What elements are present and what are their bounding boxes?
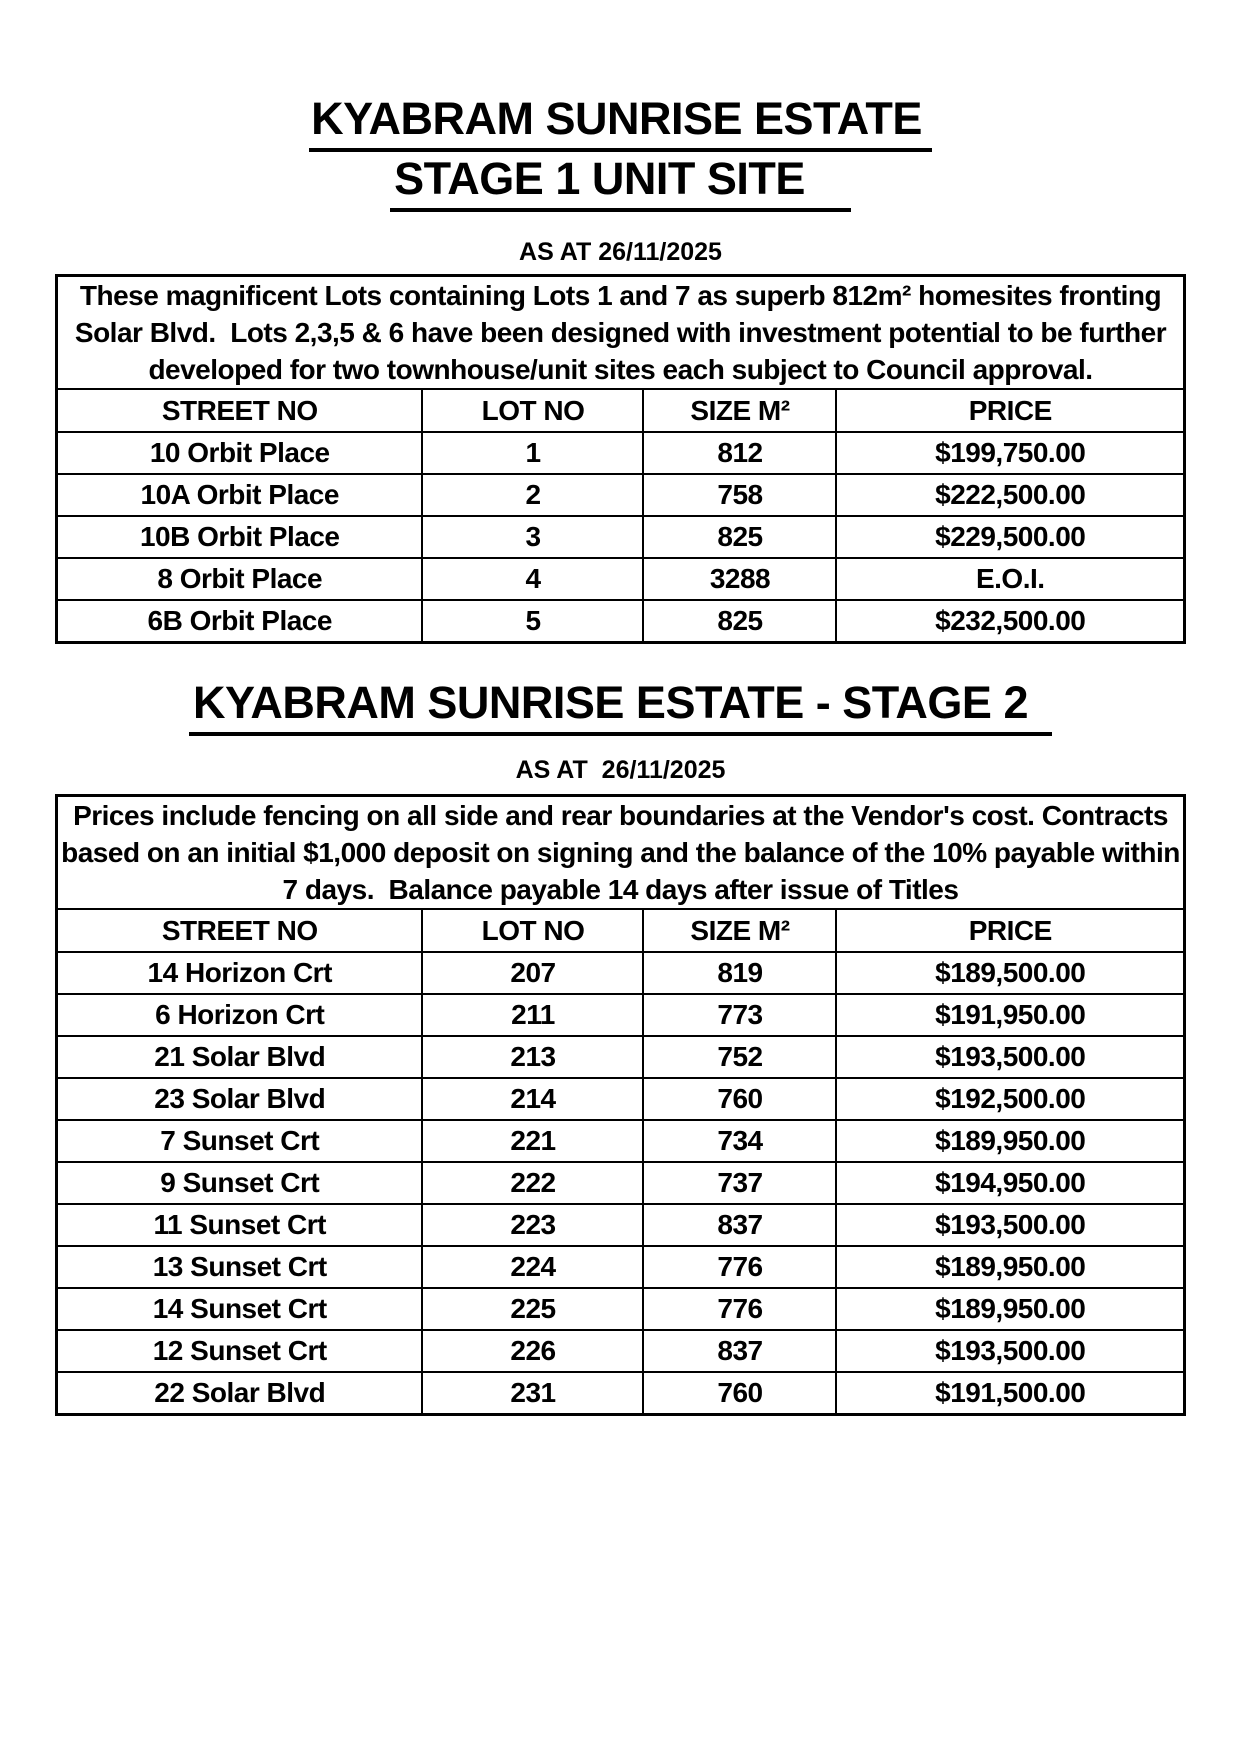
table-row — [56, 474, 1184, 516]
stage2-table-header-row — [56, 909, 1184, 952]
cell-price: $222,500.00 — [836, 474, 1184, 516]
cell-street: 7 Sunset Crt — [56, 1120, 422, 1162]
cell-lot: 213 — [422, 1036, 643, 1078]
stage1-description: These magnificent Lots containing Lots 1 and 7 as superb 812m² homesites fronting Solar Blvd. Lots 2,3,5 & 6 have been designed with investment potential to be further developed for two townhouse/unit sites each subject to Council approval. — [56, 276, 1184, 390]
cell-size: 837 — [643, 1330, 836, 1372]
cell-street: 10B Orbit Place — [56, 516, 422, 558]
cell-lot: 223 — [422, 1204, 643, 1246]
cell-street: 10 Orbit Place — [56, 432, 422, 474]
cell-price: $189,500.00 — [836, 952, 1184, 994]
column-header-price: PRICE — [836, 909, 1184, 952]
cell-lot: 222 — [422, 1162, 643, 1204]
stage1-table-header-row — [56, 389, 1184, 432]
cell-lot: 224 — [422, 1246, 643, 1288]
cell-street: 13 Sunset Crt — [56, 1246, 422, 1288]
cell-street: 10A Orbit Place — [56, 474, 422, 516]
cell-street: 22 Solar Blvd — [56, 1372, 422, 1415]
cell-size: 837 — [643, 1204, 836, 1246]
cell-lot: 1 — [422, 432, 643, 474]
column-header-lot-no: LOT NO — [422, 909, 643, 952]
table-row — [56, 516, 1184, 558]
cell-street: 12 Sunset Crt — [56, 1330, 422, 1372]
stage1-heading-line1 — [0, 92, 1241, 152]
cell-street: 6B Orbit Place — [56, 600, 422, 643]
cell-price: $193,500.00 — [836, 1036, 1184, 1078]
stage1-subtitle: STAGE 1 UNIT SITE — [390, 152, 851, 212]
stage1-table — [55, 274, 1186, 644]
cell-street: 23 Solar Blvd — [56, 1078, 422, 1120]
cell-street: 9 Sunset Crt — [56, 1162, 422, 1204]
cell-size: 758 — [643, 474, 836, 516]
column-header-street-no: STREET NO — [56, 389, 422, 432]
cell-lot: 226 — [422, 1330, 643, 1372]
cell-street: 14 Horizon Crt — [56, 952, 422, 994]
cell-lot: 2 — [422, 474, 643, 516]
cell-lot: 231 — [422, 1372, 643, 1415]
table-row — [56, 1288, 1184, 1330]
cell-lot: 225 — [422, 1288, 643, 1330]
cell-size: 3288 — [643, 558, 836, 600]
cell-price: $191,500.00 — [836, 1372, 1184, 1415]
table-row — [56, 994, 1184, 1036]
stage2-description-row — [56, 796, 1184, 910]
cell-price: $194,950.00 — [836, 1162, 1184, 1204]
cell-street: 14 Sunset Crt — [56, 1288, 422, 1330]
cell-price: $229,500.00 — [836, 516, 1184, 558]
stage2-as-at-date: AS AT 26/11/2025 — [515, 756, 726, 784]
table-row — [56, 952, 1184, 994]
table-row — [56, 1330, 1184, 1372]
stage2-title: KYABRAM SUNRISE ESTATE - STAGE 2 — [189, 676, 1052, 736]
table-row — [56, 1372, 1184, 1415]
cell-size: 760 — [643, 1372, 836, 1415]
column-header-lot-no: LOT NO — [422, 389, 643, 432]
cell-price: E.O.I. — [836, 558, 1184, 600]
stage1-description-row — [56, 276, 1184, 390]
cell-lot: 221 — [422, 1120, 643, 1162]
table-row — [56, 600, 1184, 643]
cell-street: 8 Orbit Place — [56, 558, 422, 600]
cell-lot: 4 — [422, 558, 643, 600]
cell-lot: 214 — [422, 1078, 643, 1120]
table-row — [56, 1078, 1184, 1120]
table-row — [56, 1162, 1184, 1204]
cell-lot: 5 — [422, 600, 643, 643]
cell-street: 21 Solar Blvd — [56, 1036, 422, 1078]
cell-price: $193,500.00 — [836, 1204, 1184, 1246]
table-row — [56, 558, 1184, 600]
stage1-as-at-date: AS AT 26/11/2025 — [519, 238, 722, 266]
table-row — [56, 1036, 1184, 1078]
column-header-size-m2: SIZE M² — [643, 389, 836, 432]
cell-price: $193,500.00 — [836, 1330, 1184, 1372]
cell-price: $189,950.00 — [836, 1120, 1184, 1162]
cell-price: $192,500.00 — [836, 1078, 1184, 1120]
cell-size: 776 — [643, 1288, 836, 1330]
stage2-description: Prices include fencing on all side and rear boundaries at the Vendor's cost. Contracts based on an initial $1,000 deposit on signing and the balance of the 10% payable within 7 days. Balance payable 14 days after issue of Titles — [56, 796, 1184, 910]
cell-size: 776 — [643, 1246, 836, 1288]
cell-size: 737 — [643, 1162, 836, 1204]
cell-size: 812 — [643, 432, 836, 474]
column-header-size-m2: SIZE M² — [643, 909, 836, 952]
cell-price: $191,950.00 — [836, 994, 1184, 1036]
cell-size: 760 — [643, 1078, 836, 1120]
cell-size: 752 — [643, 1036, 836, 1078]
column-header-street-no: STREET NO — [56, 909, 422, 952]
cell-lot: 207 — [422, 952, 643, 994]
stage2-heading — [0, 676, 1241, 736]
cell-price: $199,750.00 — [836, 432, 1184, 474]
cell-price: $232,500.00 — [836, 600, 1184, 643]
cell-size: 734 — [643, 1120, 836, 1162]
cell-size: 825 — [643, 600, 836, 643]
cell-price: $189,950.00 — [836, 1288, 1184, 1330]
cell-street: 6 Horizon Crt — [56, 994, 422, 1036]
cell-size: 773 — [643, 994, 836, 1036]
cell-street: 11 Sunset Crt — [56, 1204, 422, 1246]
stage1-title: KYABRAM SUNRISE ESTATE — [309, 92, 932, 152]
cell-lot: 211 — [422, 994, 643, 1036]
column-header-price: PRICE — [836, 389, 1184, 432]
table-row — [56, 1120, 1184, 1162]
cell-size: 819 — [643, 952, 836, 994]
cell-size: 825 — [643, 516, 836, 558]
cell-lot: 3 — [422, 516, 643, 558]
table-row — [56, 432, 1184, 474]
stage2-table — [55, 794, 1186, 1416]
stage1-heading-line2 — [0, 152, 1241, 212]
cell-price: $189,950.00 — [836, 1246, 1184, 1288]
table-row — [56, 1246, 1184, 1288]
table-row — [56, 1204, 1184, 1246]
